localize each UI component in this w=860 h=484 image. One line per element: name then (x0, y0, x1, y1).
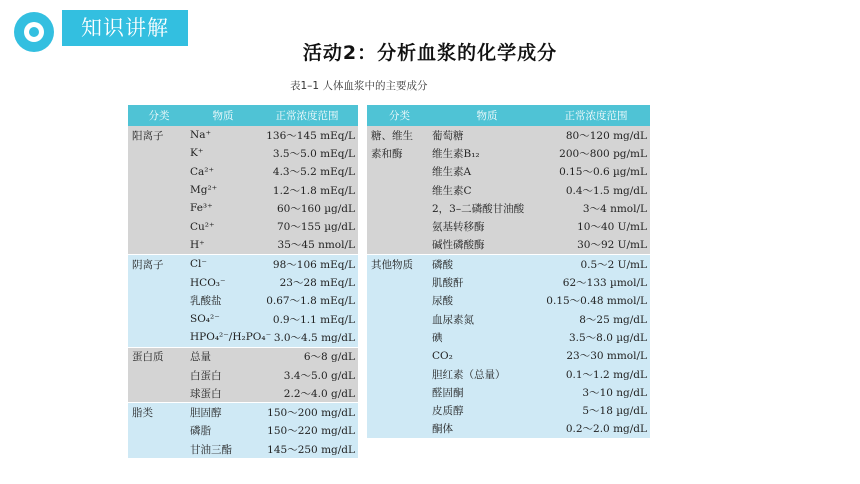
cell-substance: Na⁺ (190, 129, 211, 142)
table-row (128, 348, 358, 366)
cell-category: 阴离子 (132, 258, 164, 271)
cell-range: 150～200 mg/dL (267, 407, 355, 420)
table-row (367, 163, 650, 181)
cell-range: 150～220 mg/dL (267, 425, 355, 438)
cell-range: 35～45 nmol/L (277, 239, 355, 252)
table-row (128, 181, 358, 199)
table-row (367, 401, 650, 419)
cell-range: 0.15～0.6 µg/mL (559, 166, 647, 179)
cell-range: 3～4 nmol/L (582, 202, 647, 215)
table-row (367, 199, 650, 217)
cell-substance: HCO₃⁻ (190, 276, 226, 289)
table-row (367, 383, 650, 401)
cell-range: 0.9～1.1 mEq/L (272, 313, 355, 326)
header-category: 分类 (148, 110, 170, 122)
cell-substance: 磷脂 (190, 425, 211, 438)
cell-range: 98～106 mEq/L (272, 258, 355, 271)
table-group (367, 254, 650, 438)
table-row (367, 255, 650, 273)
table-row (128, 310, 358, 328)
cell-range: 60～160 µg/dL (276, 202, 355, 215)
cell-substance: Cu²⁺ (190, 220, 215, 233)
table-row (128, 292, 358, 310)
table-row (367, 181, 650, 199)
table-row (128, 328, 358, 346)
cell-range: 3～10 ng/dL (582, 386, 647, 399)
table-row (128, 440, 358, 458)
cell-substance: 胆红素（总量） (432, 368, 506, 381)
cell-substance: 氨基转移酶 (432, 221, 485, 234)
cell-substance: Mg²⁺ (190, 184, 218, 197)
table-group (128, 402, 358, 458)
cell-substance: 2，3–二磷酸甘油酸 (432, 202, 525, 215)
table-group (367, 126, 650, 254)
cell-range: 0.15～0.48 mmol/L (546, 295, 647, 308)
cell-range: 0.4～1.5 mg/dL (565, 184, 647, 197)
table-row (367, 236, 650, 254)
header-category: 分类 (389, 110, 410, 122)
cell-substance: Fe³⁺ (190, 202, 213, 215)
table-row (128, 126, 358, 144)
cell-substance: 维生素A (432, 166, 472, 179)
cell-substance: SO₄²⁻ (190, 313, 220, 326)
table-row (367, 217, 650, 235)
cell-category: 素和酶 (371, 147, 403, 160)
table-group (128, 347, 358, 403)
table-row (128, 422, 358, 440)
cell-range: 23～28 mEq/L (279, 277, 355, 290)
cell-substance: 磷酸 (432, 258, 453, 271)
table-row (128, 144, 358, 162)
cell-substance: 血尿素氮 (432, 313, 474, 326)
cell-substance: 胆固醇 (190, 407, 222, 420)
table-row (128, 273, 358, 291)
plasma-table-left (128, 105, 358, 458)
table-row (367, 273, 650, 291)
cell-substance: 乳酸盐 (190, 295, 222, 308)
cell-substance: 球蛋白 (190, 387, 222, 400)
cell-substance: 白蛋白 (190, 369, 222, 382)
table-group (128, 254, 358, 346)
cell-range: 8～25 mg/dL (579, 313, 647, 326)
cell-substance: 维生素C (432, 184, 472, 197)
cell-range: 3.5～8.0 µg/dL (568, 331, 647, 344)
cell-substance: 总量 (190, 351, 211, 364)
header-range: 正常浓度范围 (275, 110, 339, 122)
cell-range: 3.5～5.0 mEq/L (272, 147, 355, 160)
cell-substance: 肌酸酐 (432, 277, 464, 290)
cell-substance: 甘油三酯 (190, 443, 232, 456)
table-group (128, 126, 358, 254)
cell-substance: HPO₄²⁻/H₂PO₄⁻ (190, 331, 272, 344)
cell-range: 30～92 U/mL (577, 239, 647, 252)
cell-substance: 维生素B₁₂ (432, 147, 480, 160)
cell-range: 3.0～4.5 mg/dL (273, 331, 355, 344)
cell-substance: 皮质醇 (432, 405, 464, 418)
cell-range: 0.1～1.2 mg/dL (565, 368, 647, 381)
cell-substance: 尿酸 (432, 295, 453, 308)
cell-category: 蛋白质 (132, 351, 164, 364)
cell-range: 0.2～2.0 mg/dL (565, 423, 647, 436)
cell-range: 136～145 mEq/L (266, 129, 355, 142)
cell-substance: Cl⁻ (190, 258, 207, 271)
table-row (128, 217, 358, 235)
cell-substance: Ca²⁺ (190, 165, 215, 178)
cell-range: 80～120 mg/dL (565, 129, 647, 142)
header-substance: 物质 (476, 110, 498, 122)
cell-range: 145～250 mg/dL (267, 443, 355, 456)
table-row (367, 347, 650, 365)
cell-range: 2.2～4.0 g/dL (283, 387, 355, 400)
cell-substance: H⁺ (190, 238, 205, 251)
cell-range: 70～155 µg/dL (276, 221, 355, 234)
cell-category: 其他物质 (371, 258, 413, 271)
cell-substance: 碘 (432, 331, 443, 344)
cell-range: 10～40 U/mL (577, 221, 647, 234)
cell-substance: 酮体 (432, 423, 453, 436)
table-row (128, 403, 358, 421)
table-row (128, 384, 358, 402)
cell-substance: K⁺ (190, 147, 204, 160)
section-badge: 知识讲解 (62, 10, 188, 46)
table-row (128, 366, 358, 384)
cell-range: 200～800 pg/mL (559, 147, 647, 160)
cell-category: 脂类 (132, 407, 153, 420)
cell-substance: 醛固酮 (432, 386, 464, 399)
cell-substance: 葡萄糖 (432, 129, 464, 142)
table-header (367, 105, 650, 126)
table-row (128, 163, 358, 181)
cell-range: 1.2～1.8 mEq/L (272, 184, 355, 197)
table-row (128, 199, 358, 217)
page-title: 活动2：分析血浆的化学成分 (302, 42, 558, 64)
cell-range: 3.4～5.0 g/dL (283, 369, 355, 382)
header-range: 正常浓度范围 (564, 110, 628, 122)
table-row (367, 310, 650, 328)
cell-range: 6～8 g/dL (303, 351, 355, 364)
plasma-table-right (367, 105, 650, 438)
cell-range: 4.3～5.2 mEq/L (272, 166, 355, 179)
cell-substance: 碱性磷酸酶 (432, 239, 485, 252)
cell-substance: CO₂ (432, 349, 453, 362)
table-header (128, 105, 358, 126)
table-row (367, 420, 650, 438)
cell-range: 0.67～1.8 mEq/L (266, 295, 355, 308)
cell-category: 糖、维生 (371, 129, 413, 142)
header-substance: 物质 (212, 110, 234, 122)
table-row (128, 236, 358, 254)
table-row (128, 255, 358, 273)
cell-category: 阳离子 (132, 129, 164, 142)
table-row (367, 144, 650, 162)
table-row (367, 292, 650, 310)
cell-range: 62～133 µmol/L (562, 277, 647, 290)
cell-range: 0.5～2 U/mL (580, 258, 647, 271)
cell-range: 23～30 mmol/L (566, 350, 647, 363)
table-row (367, 365, 650, 383)
table-row (367, 126, 650, 144)
cell-range: 5～18 µg/dL (582, 405, 647, 418)
table-caption: 表1–1 人体血浆中的主要成分 (290, 80, 428, 92)
table-row (367, 328, 650, 346)
